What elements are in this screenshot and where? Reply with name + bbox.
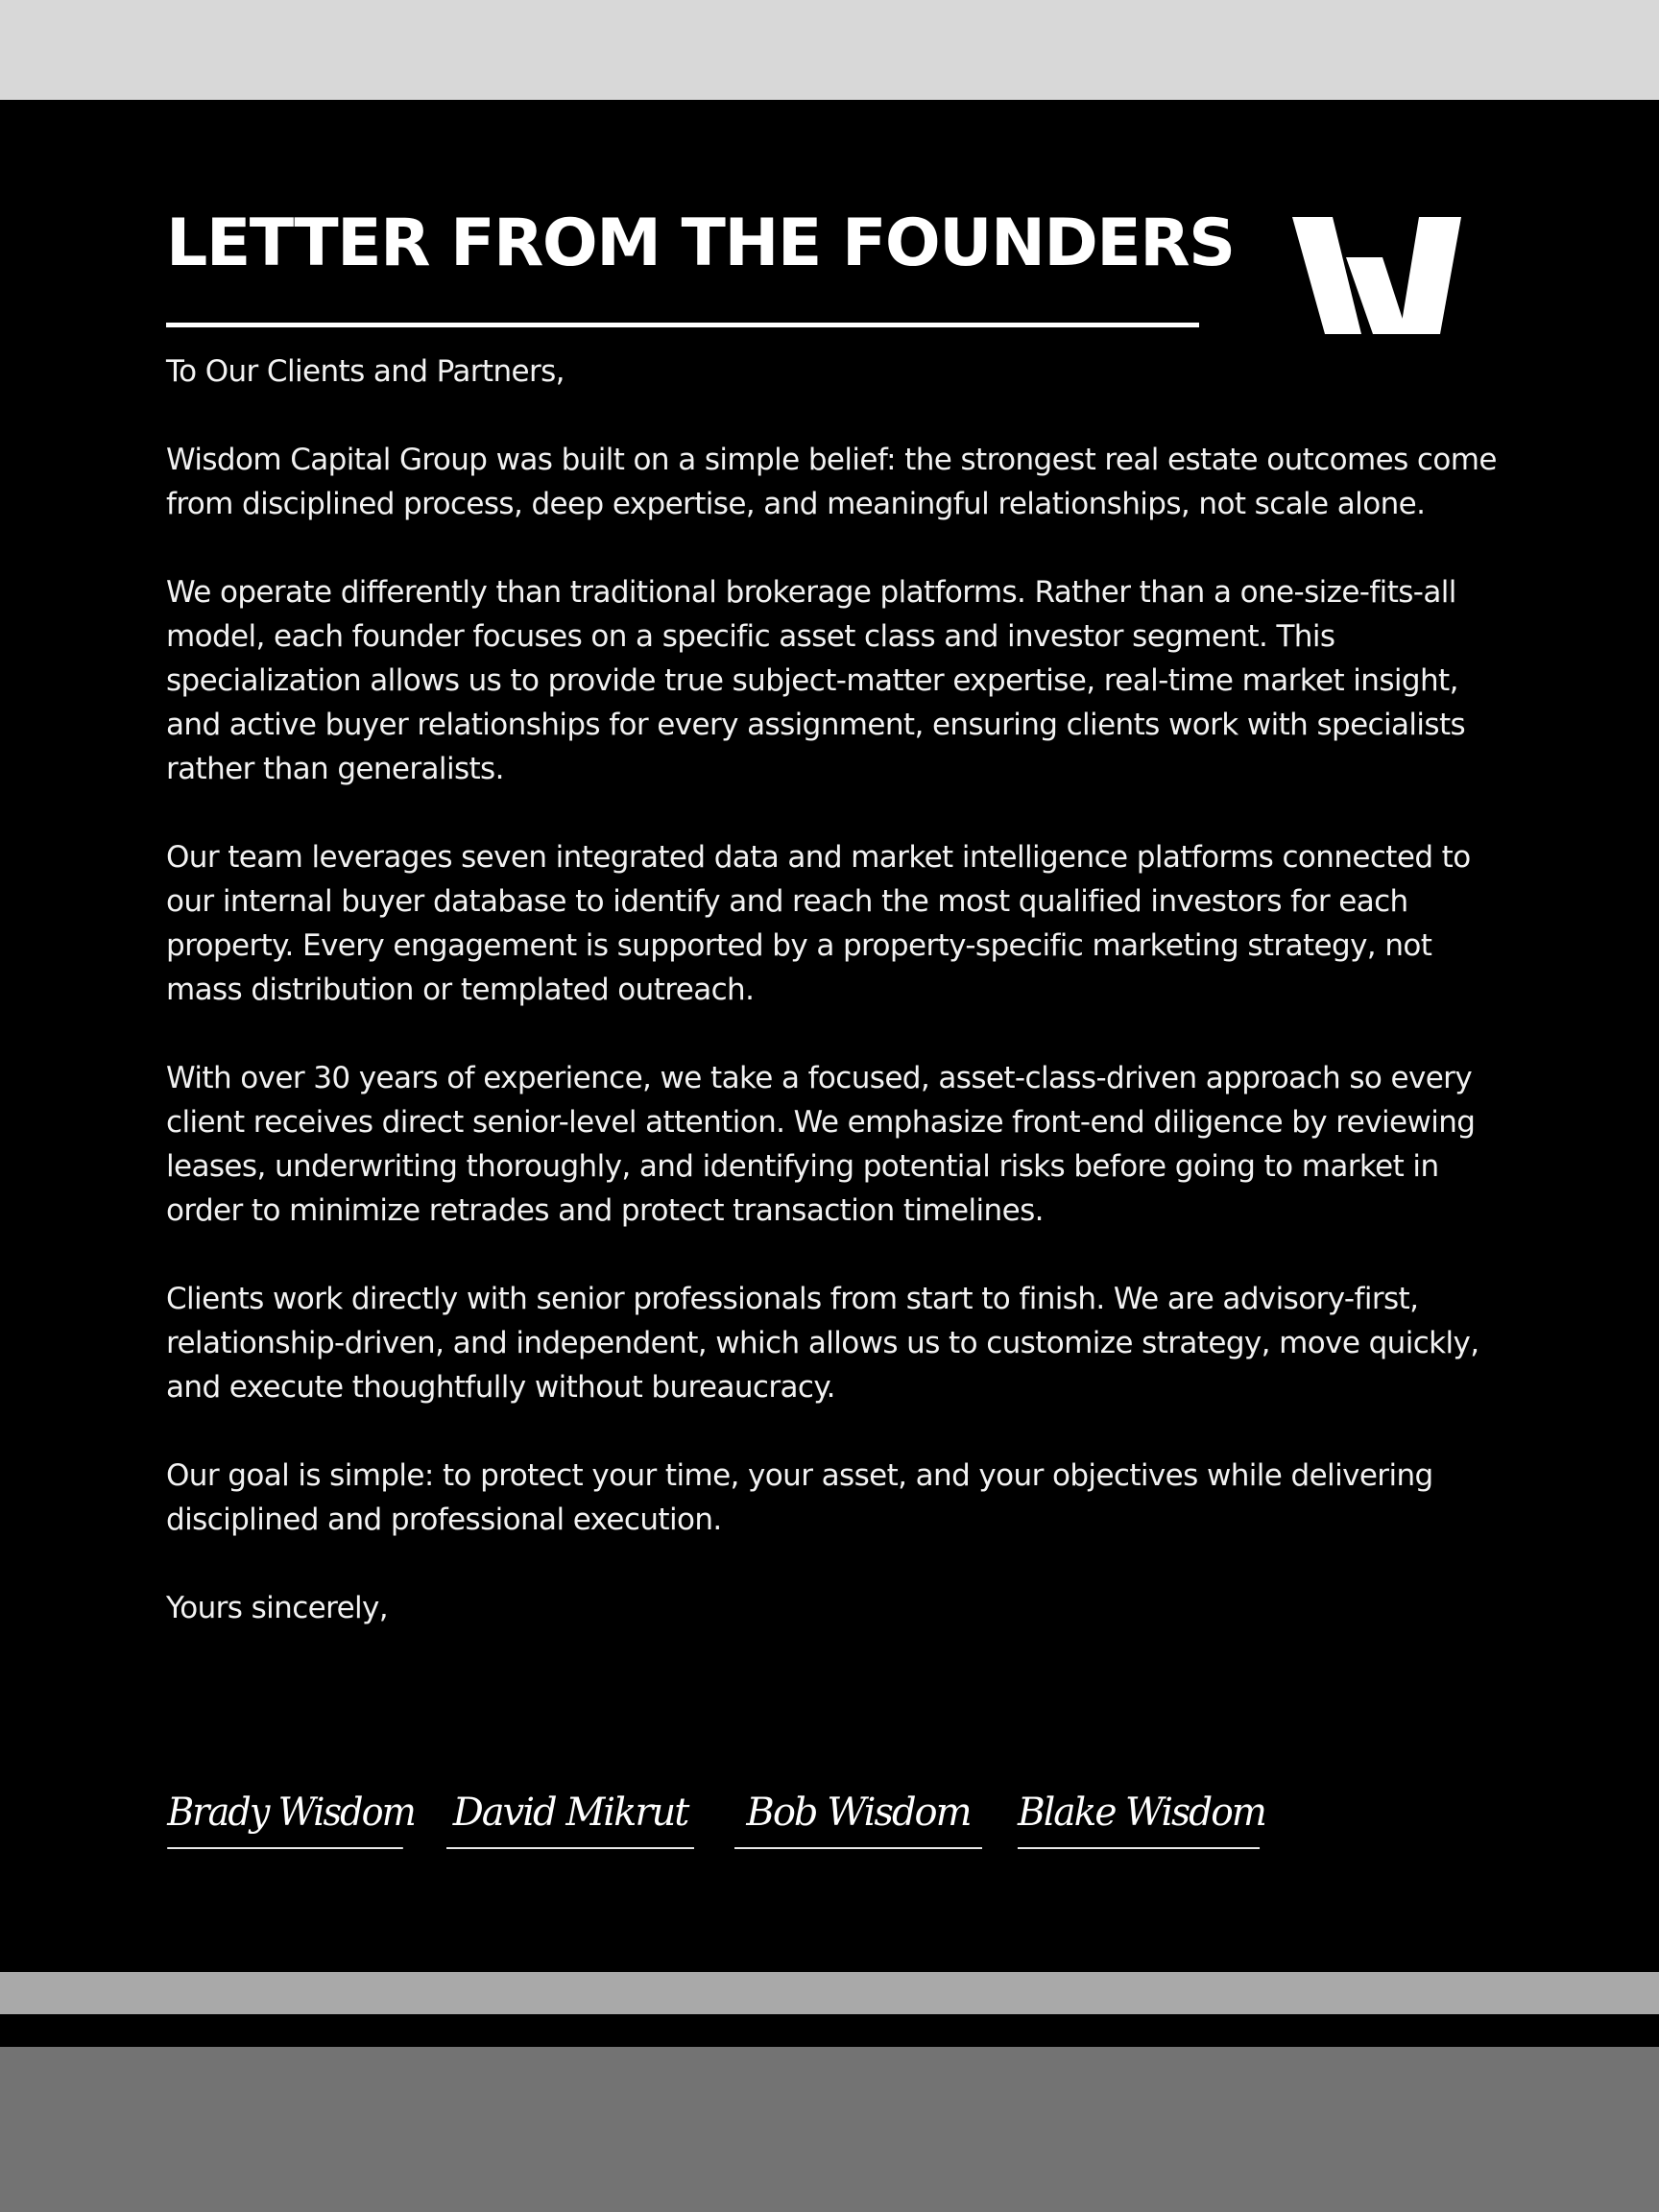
- signature-blake-wisdom: Blake Wisdom: [1018, 1786, 1260, 1849]
- title-underline: [166, 323, 1199, 327]
- letter-paragraph: With over 30 years of experience, we take a focused, asset-class-driven approach so every client receives direct senior-level attention. We emphasize front-end diligence by reviewing leases, underwriting thoroughly, and identifying potential risks before going to market in order to minimize retrades and protect transaction timelines.: [166, 1061, 1476, 1228]
- top-band: [0, 0, 1659, 100]
- page-title: LETTER FROM THE FOUNDERS: [166, 205, 1235, 281]
- w-monogram-logo: [1292, 217, 1461, 334]
- salutation: To Our Clients and Partners,: [166, 354, 565, 389]
- signature-bob-wisdom: Bob Wisdom: [734, 1786, 982, 1849]
- letter-paragraph: Our goal is simple: to protect your time, your asset, and your objectives while delivering disciplined and professional execution.: [166, 1458, 1433, 1537]
- letter-paragraph: Our team leverages seven integrated data and market intelligence platforms connected to our internal buyer database to identify and reach the most qualified investors for each property. Every engagement is supported by a property-specific marketing strategy, not mass distribution or templated outreach.: [166, 840, 1471, 1007]
- footer-band-black: [0, 2014, 1659, 2047]
- signature-row: [161, 1786, 1313, 1849]
- signature-brady-wisdom: Brady Wisdom: [167, 1786, 403, 1849]
- letter-paragraph: Clients work directly with senior professionals from start to finish. We are advisory-first, relationship-driven, and independent, which allows us to customize strategy, move quickly, and execute thoughtfully without bureaucracy.: [166, 1282, 1479, 1405]
- letter-body: [166, 349, 1510, 1674]
- footer-band-light: [0, 1972, 1659, 2014]
- signature-david-mikrut: David Mikrut: [446, 1786, 694, 1849]
- letter-paragraph: Wisdom Capital Group was built on a simple belief: the strongest real estate outcomes come from disciplined process, deep expertise, and meaningful relationships, not scale alone.: [166, 443, 1497, 521]
- letter-paragraph: We operate differently than traditional brokerage platforms. Rather than a one-size-fits-all model, each founder focuses on a specific asset class and investor segment. This specialization allows us to provide true subject-matter expertise, real-time market insight, and active buyer relationships for every assignment, ensuring clients work with specialists rather than generalists.: [166, 575, 1466, 786]
- footer-band-dark: [0, 2047, 1659, 2212]
- closing: Yours sincerely,: [166, 1591, 389, 1625]
